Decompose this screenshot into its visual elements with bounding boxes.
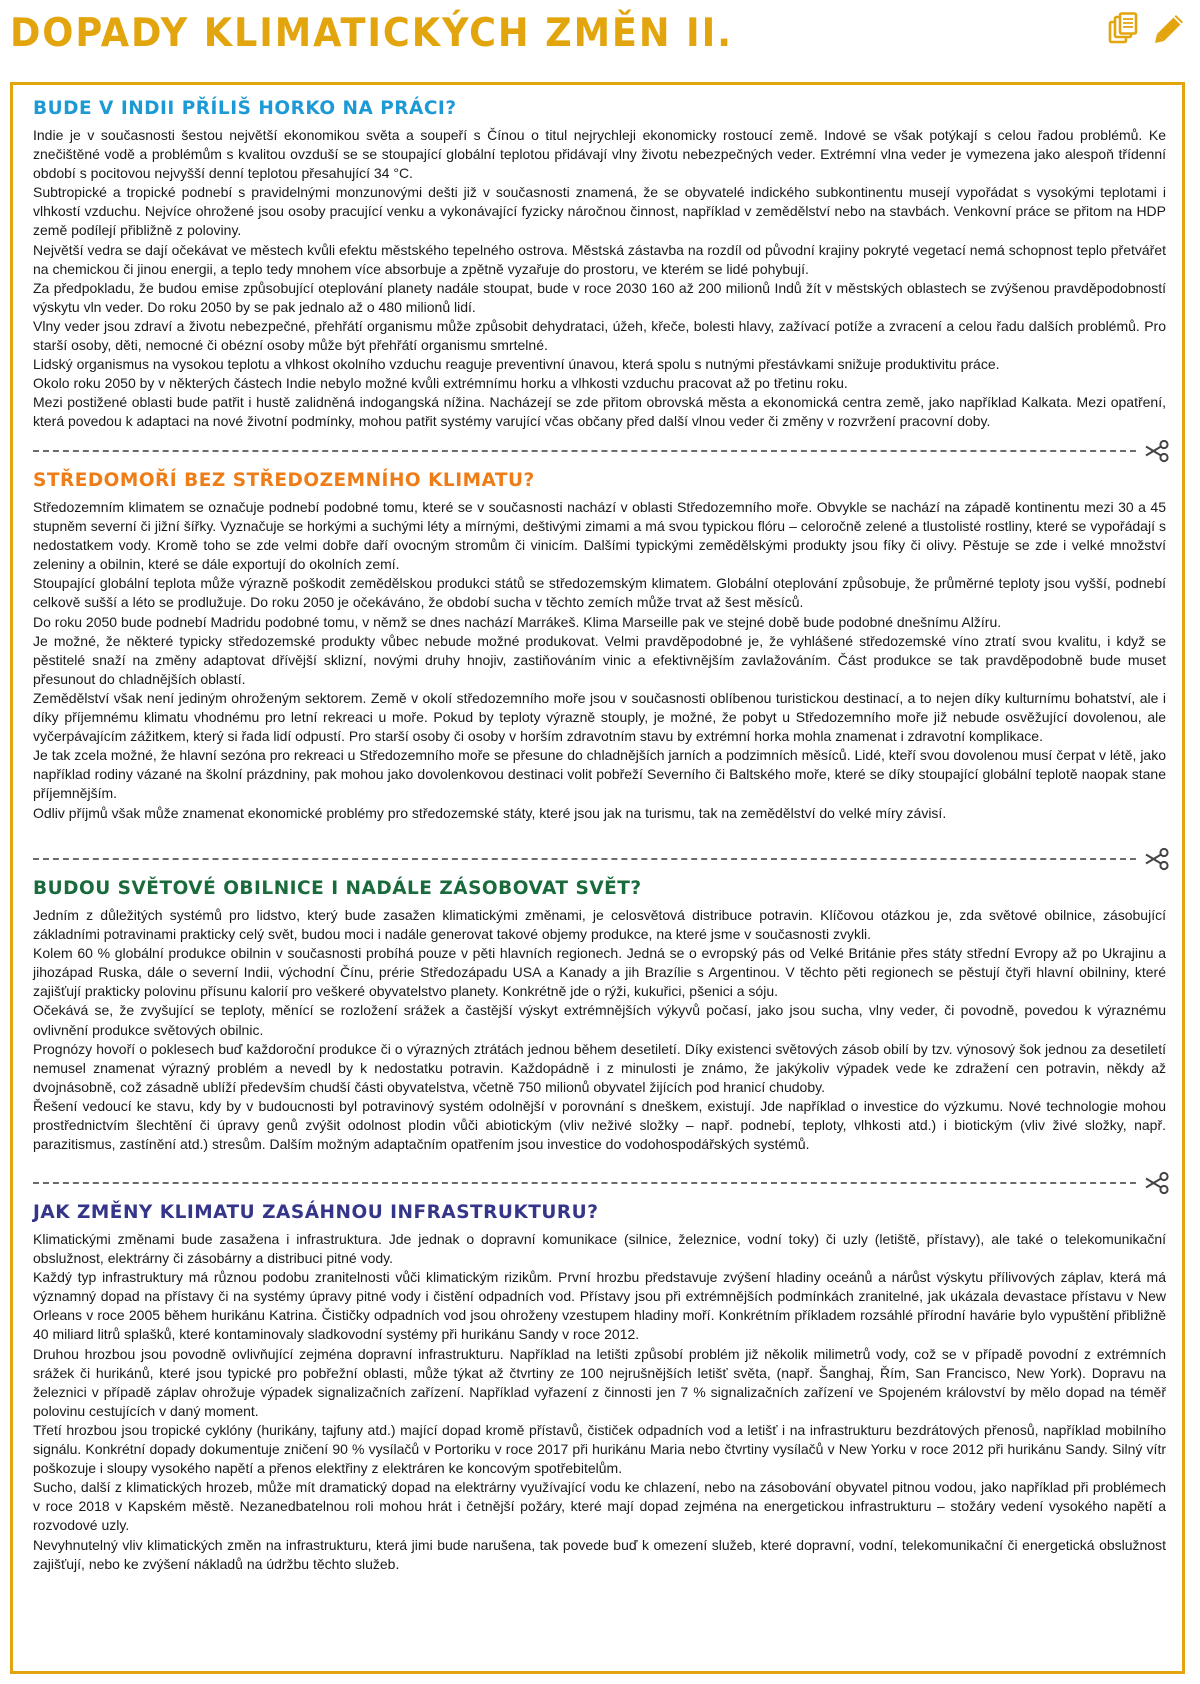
scissors-icon	[1144, 1171, 1170, 1195]
toolbar	[1106, 12, 1186, 46]
paragraph: Vlny veder jsou zdraví a životu nebezpečné, přehřátí organismu může způsobit dehydrataci, úžeh, křeče, bolesti hlavy, zažívací potíže a zvracení a celou řadu dalších problémů. Pro starší osoby, děti, nemocné či obézní osoby může být přehřátí organismu smrtelné.	[33, 317, 1166, 354]
paragraph: Zemědělství však není jediným ohroženým sektorem. Země v okolí středozemního moře jsou v současnosti oblíbenou turistickou destinací, a to nejen díky kulturnímu bohatství, ale i díky příjemnému klimatu vhodnému pro letní rekreaci u moře. Pokud by teploty výrazně stouply, je možné, že pobyt u Středozemního moře již nebude osvěžující dovolenou, ale vyčerpávajícím zážitkem, který si řada lidí odpustí. Pro starší osoby či osoby v horším zdravotním stavu by extrémní horka mohla znamenat i zdravotní komplikace.	[33, 689, 1166, 745]
page-title: DOPADY KLIMATICKÝCH ZMĚN II.	[10, 11, 733, 56]
paragraph: Je možné, že některé typicky středozemské produkty vůbec nebude možné produkovat. Velmi pravděpodobné je, že vyhlášené středozemské víno ztratí svou kvalitu, i když se pěstitelé snaží na změny adaptovat dřívější sklizní, novými druhy hnojiv, zastiňováním vinic a efektivnějším zavlažováním. Část produkce se tak pravděpodobně bude muset přesunout do chladnějších oblastí.	[33, 632, 1166, 687]
paragraph: Řešení vedoucí ke stavu, kdy by v budoucnosti byl potravinový systém odolnější v porovnání s dneškem, existují. Jde například o investice do výzkumu. Nové technologie mohou prostřednictvím šlechtění či úpravy genů zvýšit odolnost plodin vůči abiotickým (vliv neživé složky – např. podnebí, teploty, vlhkosti atd.) i biotickým (vliv živé složky, např. parazitismus, zastínění atd.) stresům. Dalším možným adaptačním opatřením jsou investice do vodohospodářských systémů.	[33, 1097, 1166, 1153]
dashed-divider	[33, 450, 1136, 452]
cut-line	[33, 439, 1170, 463]
content-frame	[10, 82, 1185, 1674]
paragraph: Nevyhnutelný vliv klimatických změn na infrastrukturu, která jimi bude narušena, tak povede buď k omezení služeb, které dopravní, vodní, telekomunikační či energetická obslužnost zajišťují, nebo ke zvýšení nákladů na údržbu těchto služeb.	[33, 1536, 1166, 1572]
paragraph: Odliv příjmů však může znamenat ekonomické problémy pro středozemské státy, které jsou jak na turismu, tak na zemědělství do velké míry závisí.	[33, 804, 947, 821]
section-title: JAK ZMĚNY KLIMATU ZASÁHNOU INFRASTRUKTURU?	[33, 1202, 599, 1223]
paragraph: Indie je v současnosti šestou největší ekonomikou světa a soupeří s Čínou o titul nejrychleji ekonomicky rostoucí země. Indové se však potýkají s celou řadou problémů. Ke znečištěné vodě a problémům s kvalitou ovzduší se se stoupající globální teplotou přidávají vlny životu nebezpečných veder. Extrémní vlna veder je vymezena jako alespoň třídenní období s pocitovou nejvyšší denní teplotou přesahující 34 °C.	[33, 127, 1166, 182]
paragraph: Prognózy hovoří o poklesech buď každoroční produkce či o výrazných ztrátách jednou během desetiletí. Díky existenci světových zásob obilí by tzv. výnosový šok jednou za desetiletí nemusel znamenat výrazný problém a nevedl by k nedostatku potravin. Každopádně i z minulosti je známo, že jakýkoliv výpadek vede ke zdražení cen potravin, někdy až dvojnásobně, což zásadně ublíží především chudší části obyvatelstva, včetně 750 milionů obyvatel žijících pod hranicí chudoby.	[33, 1040, 1166, 1095]
paragraph: Do roku 2050 bude podnebí Madridu podobné tomu, v němž se dnes nachází Marrákeš. Klima Marseille pak ve stejné době bude podobné dnešnímu Alžíru.	[33, 613, 1002, 630]
paragraph: Každý typ infrastruktury má různou podobu zranitelnosti vůči klimatickým rizikům. První hrozbu představuje zvýšení hladiny oceánů a nárůst výskytu přílivových záplav, která má významný dopad na přístavy či na systémy úpravy pitné vody i čistění odpadních vod. Přístavy jsou při extrémnějších podmínkách zranitelné, jak ukázala devastace přístavu v New Orleans v roce 2005 během hurikánu Katrina. Čističky odpadních vod jsou ohroženy vzestupem hladiny moří. Konkrétním příkladem rozsáhlé přírodní havárie bylo vypuštění přibližně 40 miliard litrů splašků, které kontaminovaly sladkovodní systémy při hurikánu Sandy v roce 2012.	[33, 1269, 1166, 1343]
cut-line	[33, 847, 1170, 871]
cut-line	[33, 1171, 1170, 1195]
paragraph: Klimatickými změnami bude zasažena i infrastruktura. Jde jednak o dopravní komunikace (silnice, železnice, vodní toky) či uzly (letiště, přístavy), ale také o telekomunikační obslužnost, elektrárny či zásobárny a distribuci pitné vody.	[33, 1231, 1166, 1267]
section-title: STŘEDOMOŘÍ BEZ STŘEDOZEMNÍHO KLIMATU?	[33, 470, 535, 491]
paragraph: Jedním z důležitých systémů pro lidstvo, který bude zasažen klimatickými změnami, je celosvětová distribuce potravin. Klíčovou otázkou je, zda světové obilnice, zásobující základními potravinami prakticky celý svět, budou moci i nadále generovat takové objemy produkce, na které jsme v současnosti zvykli.	[33, 907, 1166, 943]
scissors-icon	[1144, 847, 1170, 871]
paragraph: Za předpokladu, že budou emise způsobující oteplování planety nadále stoupat, bude v roce 2030 160 až 200 milionů Indů žít v městských oblastech se zvýšenou pravděpodobností výskytu vln veder. Do roku 2050 by se pak jednalo až o 480 milionů lidí.	[33, 279, 1166, 315]
paragraph: Největší vedra se dají očekávat ve městech kvůli efektu městského tepelného ostrova. Městská zástavba na rozdíl od původní krajiny pokryté vegetací nemá schopnost teplo přetvářet na chemickou či jinou energii, a teplo tedy mnohem více absorbuje a zpětně vyzařuje do prostoru, ve kterém se lidé pohybují.	[33, 241, 1166, 277]
scissors-icon	[1144, 439, 1170, 463]
paragraph: Je tak zcela možné, že hlavní sezóna pro rekreaci u Středozemního moře se přesune do chladnějších jarních a podzimních měsíců. Lidé, kteří svou dovolenou musí čerpat v létě, jako například rodiny vázané na školní prázdniny, pak mohou jako dovolenkovou destinaci volit pobřeží Severního či Baltského moře, které se díky stoupající globální teplotě naopak stane příjemnějším.	[33, 747, 1166, 802]
paragraph: Lidský organismus na vysokou teplotu a vlhkost okolního vzduchu reaguje preventivní únavou, která spolu s nutnými přestávkami snižuje produktivitu práce.	[33, 356, 1000, 373]
paragraph: Kolem 60 % globální produkce obilnin v současnosti probíhá pouze v pěti hlavních regionech. Jedná se o evropský pás od Velké Británie přes státy střední Evropy až po Ukrajinu a jihozápad Ruska, dále o severní Indii, východní Čínu, prérie Středozápadu USA a Kanady a jih Brazílie s Argentinou. V těchto pěti regionech se pěstují čtyři hlavní obilniny, které zajišťují prakticky polovinu přísunu kalorií pro veškeré obyvatelstvo planety. Konkrétně jde o rýži, kukuřici, pšenici a sóju.	[33, 945, 1166, 1000]
paragraph: Subtropické a tropické podnebí s pravidelnými monzunovými dešti již v současnosti znamená, že se obyvatelé indického subkontinentu musejí vypořádat s vysokými teplotami i vlhkostí vzduchu. Nejvíce ohrožené jsou osoby pracující venku a vykonávající fyzicky náročnou činnost, například v zemědělství nebo na stavbách. Venkovní práce se přitom na HDP země podílejí přibližně z poloviny.	[33, 184, 1166, 239]
paragraph: Třetí hrozbou jsou tropické cyklóny (hurikány, tajfuny atd.) mající dopad kromě přístavů, čističek odpadních vod a letišť i na infrastrukturu bezdrátových přenosů, například mobilního signálu. Konkrétní dopady dokumentuje zničení 90 % vysílačů v Portoriku v roce 2017 při hurikánu Maria nebo čtvrtiny vysílačů v New Yorku v roce 2012 při hurikánu Sandy. Silný vítr poškozuje i sloupy vysokého napětí a přenos elektřiny z elektráren ke koncovým spotřebitelům.	[33, 1421, 1166, 1477]
paragraph: Druhou hrozbou jsou povodně ovlivňující zejména dopravní infrastrukturu. Například na letišti způsobí problém již několik milimetrů vody, což se v případě povodní z extrémních srážek či hurikánů, které jsou typické pro pobřežní oblasti, může týkat až čtvrtiny ze 100 nejrušnějších letišť světa, (např. Šanghaj, Řím, San Francisco, New York). Dopravu na železnici v případě záplav ohrožuje výpadek signalizačních zařízení. Například vyřazení z činnosti jen 7 % signalizačních zařízení ve Spojeném království by mělo dopad na téměř polovinu cestujících v daný moment.	[33, 1345, 1166, 1419]
section-mediterranean	[33, 469, 1166, 823]
paragraph: Středozemním klimatem se označuje podnebí podobné tomu, které se v současnosti nachází v oblasti Středozemního moře. Obvykle se nachází na západě kontinentu mezi 30 a 45 stupněm severní či jižní šířky. Vyznačuje se horkými a suchými léty a mírnými, deštivými zimami a má svou typickou flóru – celoročně zelené a tlustolisté rostliny, které se vypořádají s nedostatkem vody. Kromě toho se zde velmi dobře daří ovocným stromům či vinicím. Dalšími typickými zemědělskými produkty jsou fíky či olivy. Pěstuje se zde i velké množství zeleniny a obilnin, které se dále exportují do okolních zemí.	[33, 499, 1166, 573]
section-title: BUDOU SVĚTOVÉ OBILNICE I NADÁLE ZÁSOBOVAT SVĚT?	[33, 878, 642, 899]
paragraph: Stoupající globální teplota může výrazně poškodit zemědělskou produkci států se středozemským klimatem. Globální oteplování způsobuje, že průměrné teploty jsou vyšší, podnebí celkově sušší a léto se prodlužuje. Do roku 2050 je očekáváno, že období sucha v těchto zemích může trvat až šest měsíců.	[33, 575, 1166, 611]
paragraph: Okolo roku 2050 by v některých částech Indie nebylo možné kvůli extrémnímu horku a vlhkosti vzduchu pracovat až po třetinu roku.	[33, 375, 848, 392]
copy-icon[interactable]	[1106, 12, 1140, 46]
paragraph: Mezi postižené oblasti bude patřit i hustě zalidněná indogangská nížina. Nacházejí se zde přitom obrovská města a ekonomická centra země, jako například Kalkata. Mezi opatření, která povedou k adaptaci na nové životní podmínky, mohou patřit systémy varující včas občany před další vlnou veder či změny v rozvržení pracovní doby.	[33, 394, 1166, 430]
section-granaries	[33, 877, 1166, 1154]
section-title: BUDE V INDII PŘÍLIŠ HORKO NA PRÁCI?	[33, 98, 457, 119]
paragraph: Očekává se, že zvyšující se teploty, měnící se rozložení srážek a častější výskyt extrémnějších výkyvů počasí, jako jsou sucha, vlny veder, či povodně, povedou k výraznému ovlivnění produkce světových obilnic.	[33, 1002, 1166, 1038]
pencil-icon[interactable]	[1152, 12, 1186, 46]
dashed-divider	[33, 1182, 1136, 1184]
paragraph: Sucho, další z klimatických hrozeb, může mít dramatický dopad na elektrárny využívající vodu ke chlazení, nebo na zásobování obyvatel pitnou vodou, jako například při problémech v roce 2018 v Kapském městě. Nezanedbatelnou roli mohou hrát i četnější požáry, které mají dopad zejména na energetickou infrastrukturu – stožáry vedení vysokého napětí a rozvodové uzly.	[33, 1479, 1166, 1534]
section-india	[33, 97, 1166, 432]
dashed-divider	[33, 858, 1136, 860]
section-infrastructure	[33, 1201, 1166, 1574]
